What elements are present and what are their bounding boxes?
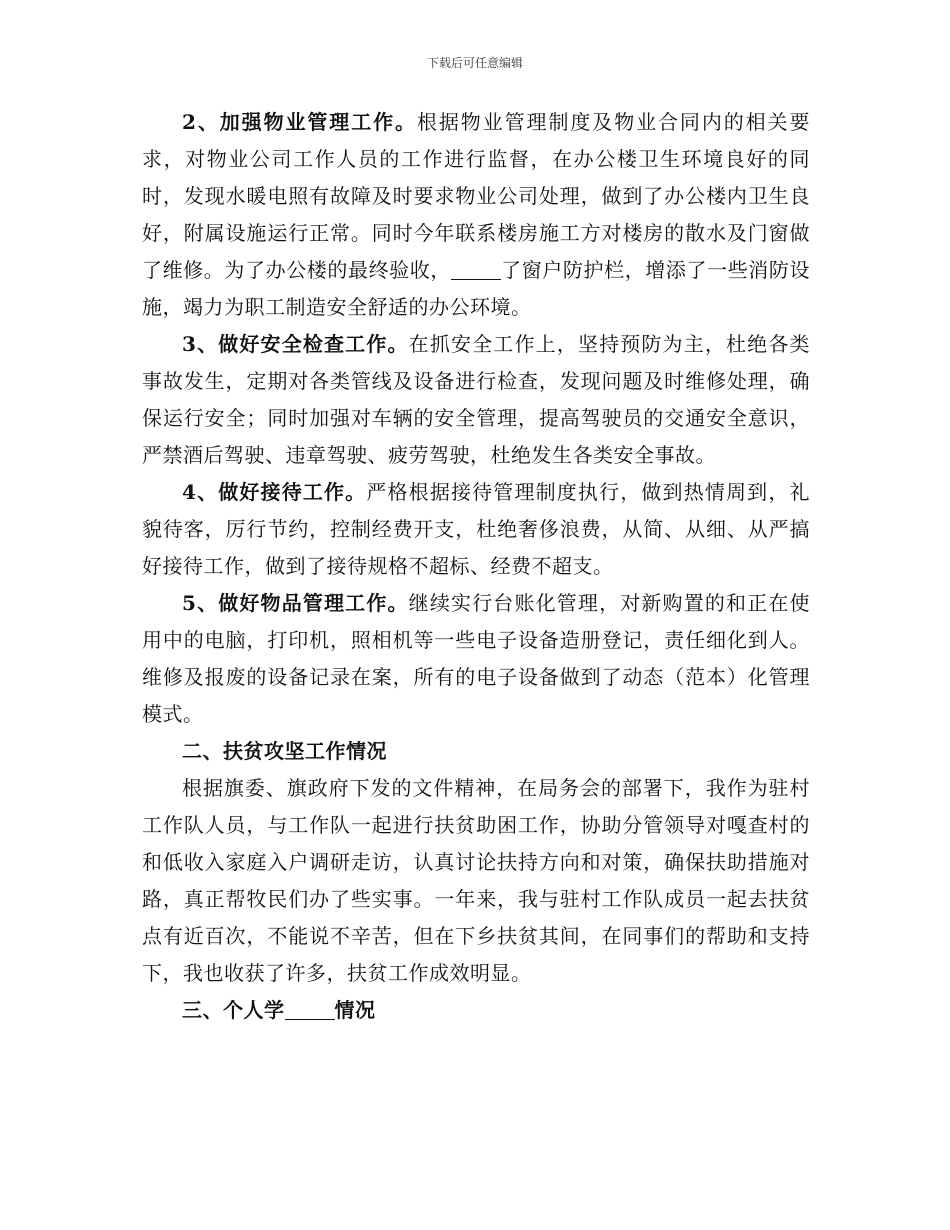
section-heading-personal-study <box>142 992 810 1029</box>
paragraph-text: 根据物业管理制度及物业合同内的相关要求，对物业公司工作人员的工作进行监督，在办公楼卫生环境良好的同时，发现水暖电照有故障及时要求物业公司处理，做到了办公楼内卫生良好，附属设施运行正常。同时今年联系楼房施工方对楼房的散水及门窗做了维修。为了办公楼的最终验收， <box>142 110 810 282</box>
heading-text-continued: 情况 <box>334 998 376 1022</box>
blank-underline <box>451 259 501 280</box>
paragraph-text: 在抓安全工作上，坚持预防为主，杜绝各类事故发生，定期对各类管线及设备进行检查，发现问题及时维修处理，确保运行安全；同时加强对车辆的安全管理，提高驾驶员的交通安全意识，严禁酒后驾驶、违章驾驶、疲劳驾驶，杜绝发生各类安全事故。 <box>142 332 810 467</box>
paragraph-text: 严格根据接待管理制度执行，做到热情周到，礼貌待客，厉行节约，控制经费开支，杜绝奢侈浪费，从简、从细、从严搞好接待工作，做到了接待规格不超标、经费不超支。 <box>142 480 811 578</box>
paragraph-property-management <box>142 104 810 326</box>
heading-text: 三、个人学 <box>182 998 285 1022</box>
paragraph-text: 继续实行台账化管理，对新购置的和正在使用中的电脑，打印机，照相机等一些电子设备造册登记，责任细化到人。维修及报废的设备记录在案，所有的电子设备做到了动态（范本）化管理模式。 <box>142 591 810 726</box>
paragraph-safety-inspection <box>142 326 810 474</box>
paragraph-goods-management <box>142 585 810 733</box>
paragraph-lead: 2、加强物业管理工作。 <box>182 110 417 134</box>
paragraph-lead: 5、做好物品管理工作。 <box>182 591 409 615</box>
document-body <box>142 104 810 1029</box>
paragraph-reception <box>142 474 810 585</box>
paragraph-text-continued: 了窗户防护栏，增添了一些消防设施，竭力为职工制造安全舒适的办公环境。 <box>142 258 810 319</box>
paragraph-lead: 3、做好安全检查工作。 <box>182 332 409 356</box>
section-heading-poverty: 二、扶贫攻坚工作情况 <box>182 739 387 763</box>
blank-underline <box>285 999 335 1020</box>
paragraph-poverty-work: 根据旗委、旗政府下发的文件精神，在局务会的部署下，我作为驻村工作队人员，与工作队一起进行扶贫助困工作，协助分管领导对嘎查村的和低收入家庭入户调研走访，认真讨论扶持方向和对策，确保扶助措施对路，真正帮牧民们办了些实事。一年来，我与驻村工作队成员一起去扶贫点有近百次，不能说不辛苦，但在下乡扶贫其间，在同事们的帮助和支持下，我也收获了许多，扶贫工作成效明显。 <box>142 776 810 985</box>
paragraph-lead: 4、做好接待工作。 <box>182 480 367 504</box>
page-header: 下载后可任意编辑 <box>426 56 523 70</box>
